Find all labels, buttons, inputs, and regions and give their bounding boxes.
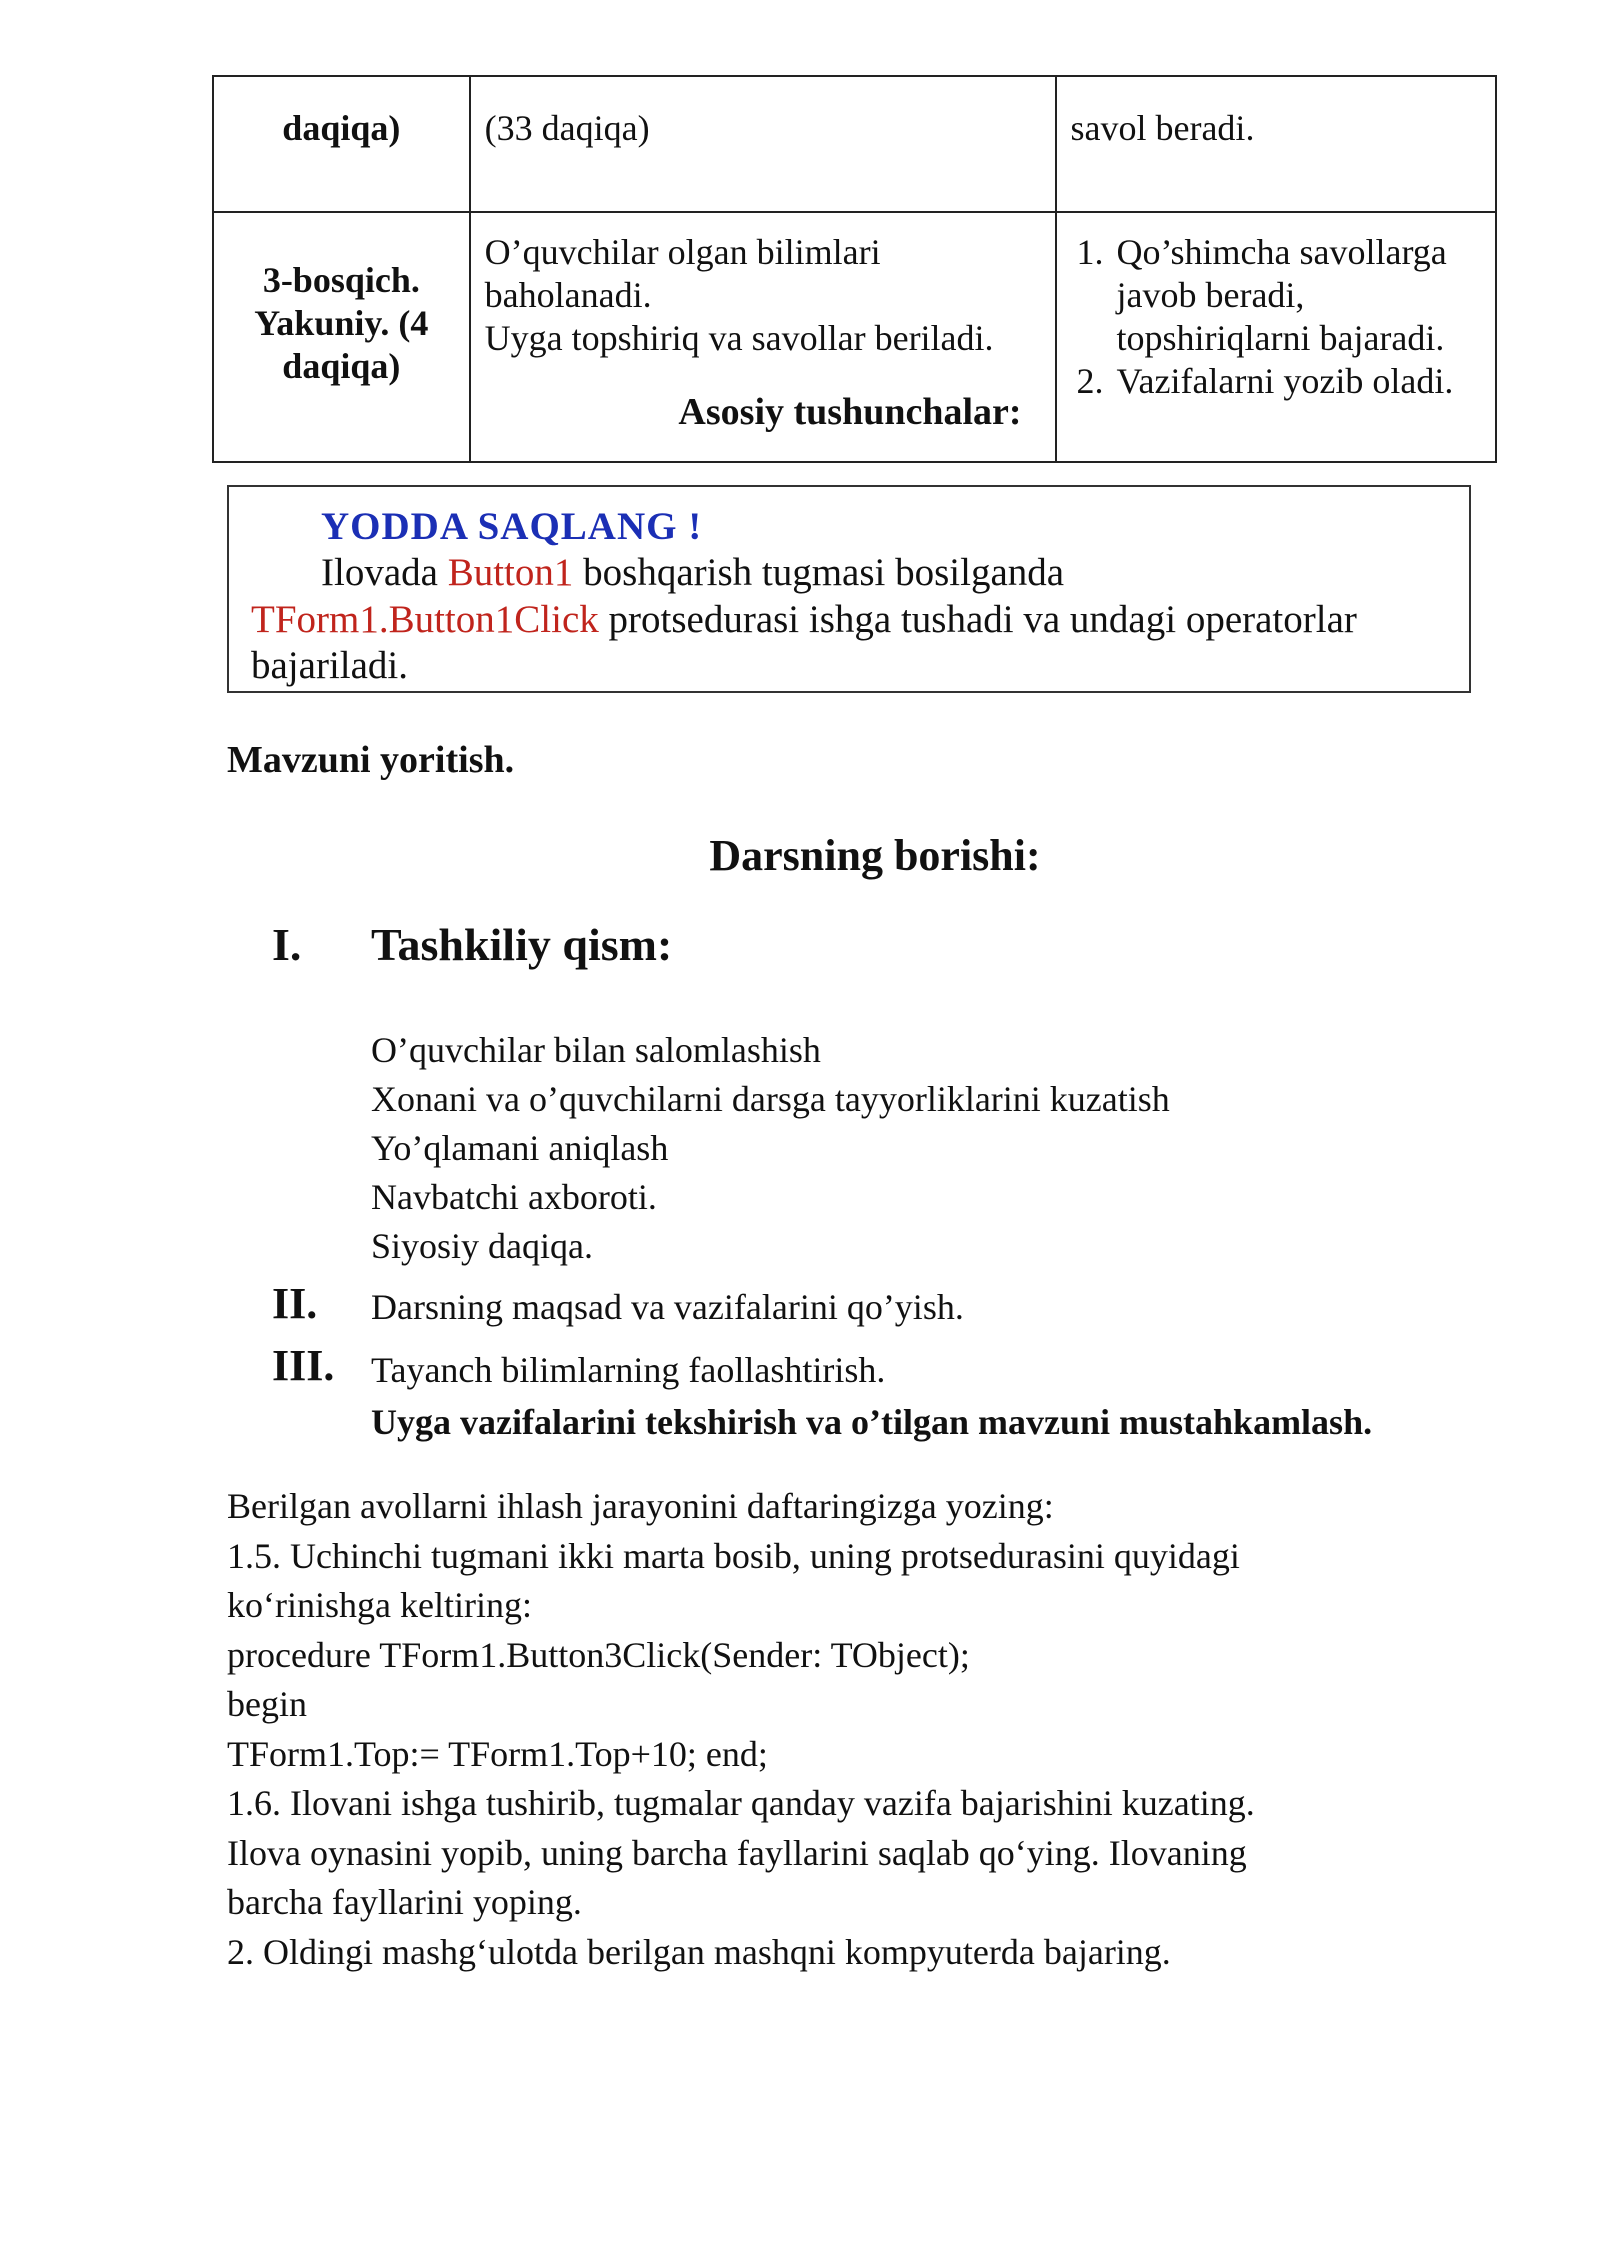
section-number: I. xyxy=(272,919,302,970)
task-line: barcha fayllarini yoping. xyxy=(227,1882,582,1922)
remember-callout-box xyxy=(227,485,1471,693)
list-item-text: javob beradi, xyxy=(1116,275,1305,315)
stage-text: Yakuniy. (4 xyxy=(254,303,429,343)
task-line: 2. Oldingi mashgʻulotda berilgan mashqni kompyuterda bajaring. xyxy=(227,1931,1171,1972)
stage-text: 3-bosqich. xyxy=(262,260,420,300)
table-row xyxy=(213,76,1496,212)
section-number: II. xyxy=(272,1279,318,1328)
callout-highlight: Button1 xyxy=(447,551,574,594)
pupil-activity-list xyxy=(1065,231,1482,403)
section-bold-text: Uyga vazifalarini tekshirish va o’tilgan mavzuni mustahkamlash. xyxy=(371,1402,1373,1442)
organizational-items-list xyxy=(371,1026,1170,1271)
concepts-heading: Asosiy tushunchalar: xyxy=(678,391,1022,433)
list-item: O’quvchilar bilan salomlashish xyxy=(371,1030,821,1070)
task-instructions xyxy=(227,1482,1427,1977)
task-line: Berilgan avollarni ihlash jarayonini daftaringizga yozing: xyxy=(227,1486,1054,1526)
pupil-activity-text: savol beradi. xyxy=(1070,108,1255,148)
lesson-progress-title: Darsning borishi: xyxy=(709,831,1041,880)
list-item-text: 2. Vazifalarni yozib oladi. xyxy=(1116,361,1454,401)
callout-highlight: TForm1.Button1Click xyxy=(251,598,599,641)
callout-text: Ilovada xyxy=(321,551,448,594)
teacher-activity-text: Uyga topshiriq va savollar beriladi. xyxy=(484,318,994,358)
list-item: Yo’qlamani aniqlash xyxy=(371,1128,669,1168)
pupil-activity-cell xyxy=(1056,76,1497,212)
callout-title: YODDA SAQLANG ! xyxy=(321,505,703,548)
stage-text: daqiqa) xyxy=(282,108,401,148)
code-line: begin xyxy=(227,1684,307,1724)
task-line: 1.5. Uchinchi tugmani ikki marta bosib, uning protsedurasini quyidagi xyxy=(227,1535,1240,1576)
callout-text: boshqarish tugmasi bosilganda xyxy=(573,551,1065,594)
section-title: Tashkiliy qism: xyxy=(371,919,673,970)
stage-text: daqiqa) xyxy=(282,346,401,386)
task-line: koʻrinishga keltiring: xyxy=(227,1585,532,1625)
list-item-text: topshiriqlarni bajaradi. xyxy=(1116,318,1445,358)
section-text: Darsning maqsad va vazifalarini qo’yish. xyxy=(371,1287,964,1327)
callout-line xyxy=(321,549,1064,596)
teacher-activity-text: (33 daqiqa) xyxy=(484,108,650,148)
section-text: Tayanch bilimlarning faollashtirish. xyxy=(371,1350,886,1390)
topic-heading: Mavzuni yoritish. xyxy=(227,739,515,781)
list-item-text: 1. Qo’shimcha savollarga xyxy=(1116,232,1447,272)
section-number: III. xyxy=(272,1341,335,1390)
list-item: Xonani va o’quvchilarni darsga tayyorliklarini kuzatish xyxy=(371,1079,1170,1119)
teacher-activity-text: baholanadi. xyxy=(484,275,652,315)
task-line: Ilova oynasini yopib, uning barcha fayllarini saqlab qoʻying. Ilovaning xyxy=(227,1832,1247,1873)
task-line: 1.6. Ilovani ishga tushirib, tugmalar qanday vazifa bajarishini kuzating. xyxy=(227,1783,1255,1823)
code-line: TForm1.Top:= TForm1.Top+10; end; xyxy=(227,1733,768,1774)
callout-line xyxy=(251,596,1357,643)
list-item: Siyosiy daqiqa. xyxy=(371,1226,593,1266)
callout-line: bajariladi. xyxy=(251,644,409,687)
list-item: Navbatchi axboroti. xyxy=(371,1177,657,1217)
teacher-activity-text: O’quvchilar olgan bilimlari xyxy=(484,232,881,272)
list-item xyxy=(1113,231,1482,360)
callout-text: protsedurasi ishga tushadi va undagi operatorlar xyxy=(598,598,1357,641)
code-line: procedure TForm1.Button3Click(Sender: TObject); xyxy=(227,1634,970,1675)
stage-cell xyxy=(213,76,470,212)
teacher-activity-cell xyxy=(470,76,1056,212)
